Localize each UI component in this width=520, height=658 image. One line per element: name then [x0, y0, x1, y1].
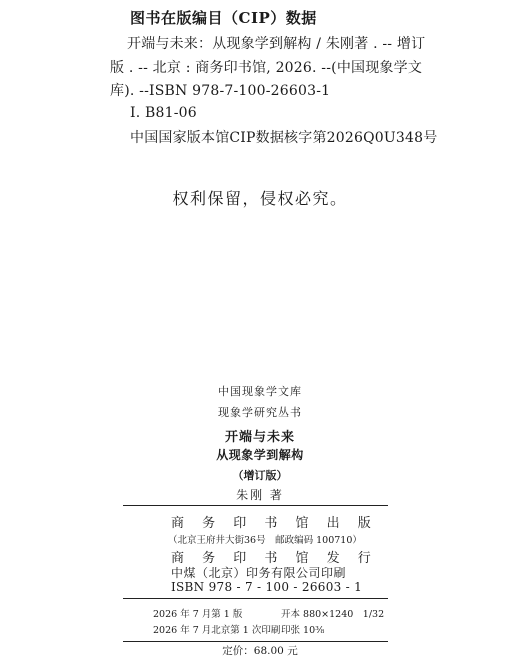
- printer: 中煤（北京）印务有限公司印刷: [171, 566, 347, 580]
- rights-notice: 权利保留，侵权必究。: [172, 189, 348, 208]
- print-date: 2026 年 7 月北京第 1 次印刷: [153, 625, 281, 636]
- edition-label: （增订版）: [232, 469, 288, 482]
- isbn: ISBN 978 - 7 - 100 - 26603 - 1: [171, 580, 363, 594]
- printed-sheets: 印张 10⅜: [281, 625, 325, 636]
- divider-top: [123, 505, 388, 506]
- cip-heading: 图书在版编目（CIP）数据: [130, 9, 317, 27]
- cip-line-1: 开端与未来：从现象学到解构 / 朱刚著 . -- 增订: [127, 36, 426, 52]
- book-subtitle: 从现象学到解构: [216, 448, 304, 462]
- edition-date: 2026 年 7 月第 1 版: [153, 609, 243, 620]
- publisher-address: （北京王府井大街36号 邮政编码 100710）: [168, 535, 362, 546]
- series-name: 中国现象学文库: [218, 385, 302, 398]
- book-title: 开端与未来: [224, 430, 295, 445]
- cip-record-number: 中国国家版本馆CIP数据核字第2026Q0U348号: [130, 130, 438, 146]
- cip-classification: Ⅰ. B81-06: [130, 105, 197, 121]
- price: 定价：68.00 元: [222, 645, 298, 657]
- sub-series-name: 现象学研究丛书: [218, 406, 302, 419]
- divider-middle: [123, 598, 388, 599]
- author: 朱刚 著: [236, 488, 284, 502]
- divider-bottom: [123, 641, 388, 642]
- distributor: 商 务 印 书 馆 发 行: [171, 551, 378, 566]
- cip-line-3: 库). --ISBN 978-7-100-26603-1: [110, 83, 331, 99]
- publisher: 商 务 印 书 馆 出 版: [171, 516, 378, 531]
- book-format: 开本 880×1240 1/32: [281, 609, 385, 620]
- cip-line-2: 版 . -- 北京 : 商务印书馆, 2026. --(中国现象学文: [110, 60, 423, 76]
